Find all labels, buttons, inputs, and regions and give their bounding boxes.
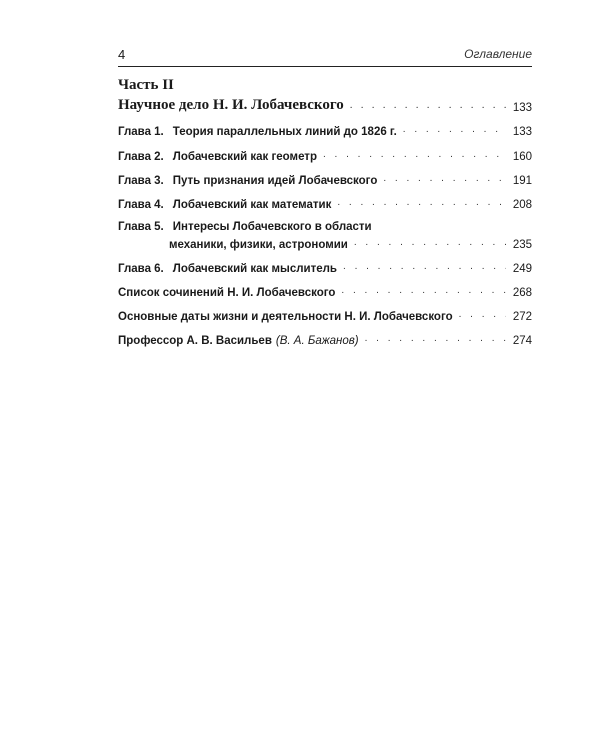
header-rule [118,66,532,67]
chapter-number: Глава 4. [118,199,164,211]
chapter-title: Путь признания идей Лобачевского [172,175,378,187]
leader-dots [337,198,506,208]
toc-entry-works-list[interactable] [118,281,532,299]
chapter-title: Теория параллельных линий до 1826 г. [172,126,397,138]
chapter-title: Лобачевский как геометр [172,151,317,163]
page-ref: 133 [512,102,532,114]
chapter-title-line-1: Интересы Лобачевского в области [172,221,372,233]
part-label: Часть II [118,77,174,93]
page-ref: 249 [512,263,532,275]
entry-author: (В. А. Бажанов) [275,335,359,347]
chapter-number: Глава 3. [118,175,164,187]
chapter-title: Лобачевский как мыслитель [172,263,338,275]
leader-dots [341,286,506,296]
page-ref: 274 [512,335,532,347]
toc-entry-chapter-6[interactable] [118,257,532,275]
leader-dots [323,150,506,160]
page-ref: 133 [512,126,532,138]
toc-entry-vasiliev[interactable] [118,329,532,347]
toc-entry-chapter-5[interactable] [118,216,532,251]
leader-dots [350,101,506,111]
part-title: Научное дело Н. И. Лобачевского [118,97,344,113]
entry-title: Профессор А. В. Васильев [118,335,272,347]
chapter-number: Глава 2. [118,151,164,163]
toc-entry-chapter-1[interactable] [118,120,532,138]
chapter-title-line-2: механики, физики, астрономии [169,239,348,251]
chapter-number: Глава 1. [118,126,164,138]
leader-dots [343,262,506,272]
entry-title: Список сочинений Н. И. Лобачевского [118,287,336,299]
running-header [118,47,532,65]
page-ref: 268 [512,287,532,299]
leader-dots [354,238,506,248]
chapter-number: Глава 6. [118,263,164,275]
toc-entry-chapter-2[interactable] [118,145,532,163]
leader-dots [459,310,506,320]
leader-dots [403,125,506,135]
leader-dots [383,174,506,184]
leader-dots [365,334,506,344]
page-ref: 191 [512,175,532,187]
page-ref: 208 [512,199,532,211]
chapter-title: Лобачевский как математик [172,199,332,211]
toc-entry-chapter-4[interactable] [118,193,532,211]
page-ref: 235 [512,239,532,251]
page-number: 4 [118,47,126,62]
running-title: Оглавление [464,47,532,61]
toc-entry-part-title[interactable] [118,94,532,114]
page-ref: 272 [512,311,532,323]
page-ref: 160 [512,151,532,163]
chapter-number: Глава 5. [118,221,164,233]
toc-entry-chapter-3[interactable] [118,169,532,187]
toc-entry-life-dates[interactable] [118,305,532,323]
entry-title: Основные даты жизни и деятельности Н. И. Лобачевского [118,311,453,323]
